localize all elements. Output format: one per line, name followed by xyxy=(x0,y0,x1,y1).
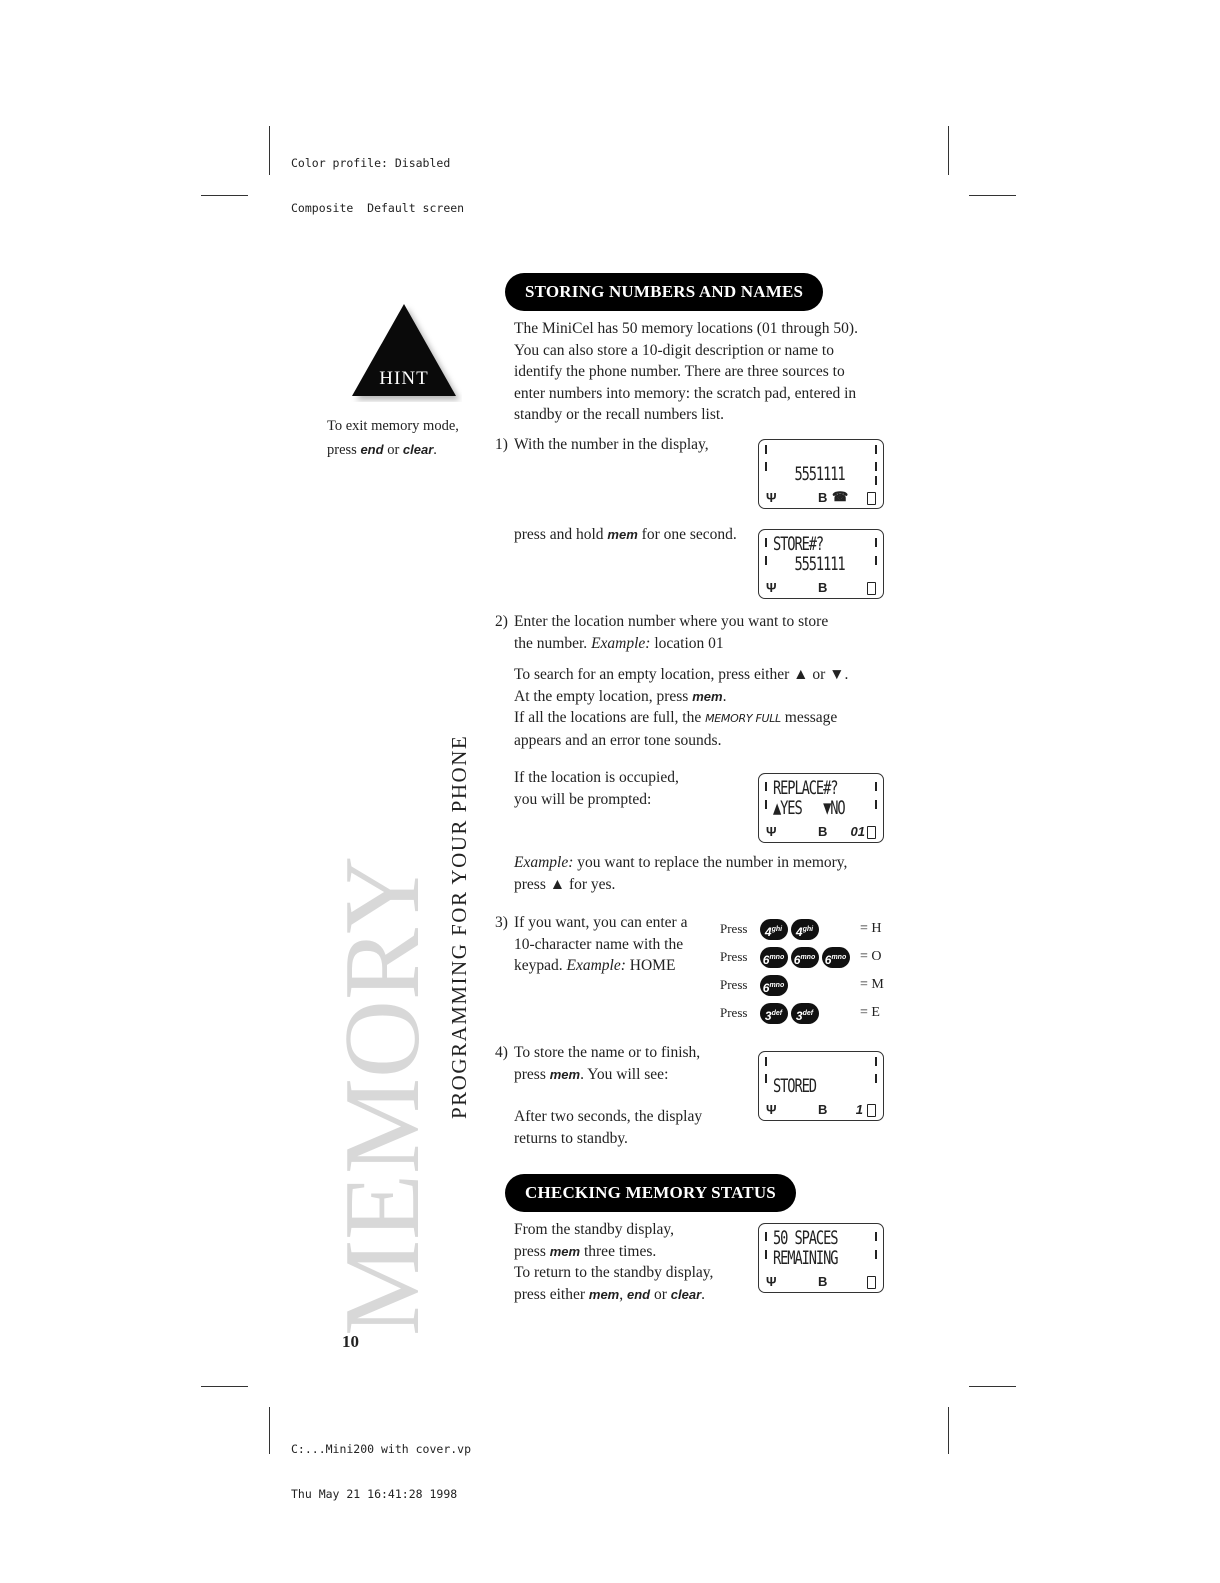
checking-line-1: From the standby display, xyxy=(514,1221,675,1238)
checking-fragment: or xyxy=(650,1285,671,1303)
mem-key-label: mem xyxy=(607,527,638,542)
crop-mark xyxy=(269,126,270,175)
battery-icon xyxy=(867,582,876,595)
lcd-line-2: 5551111 xyxy=(773,463,845,485)
crop-mark xyxy=(948,1407,949,1454)
step-4-after-line-2: returns to standby. xyxy=(514,1129,628,1147)
footer-line-1: C:...Mini200 with cover.vp xyxy=(291,1442,472,1456)
example-label: Example: xyxy=(566,957,626,974)
full-fragment: If all the locations are full, the xyxy=(514,709,706,726)
hint-line-2 xyxy=(327,438,459,462)
lcd-display-spaces xyxy=(758,1223,884,1293)
lcd-display-replace xyxy=(758,773,884,843)
memory-full-line xyxy=(514,707,914,730)
crop-mark xyxy=(969,195,1016,196)
replace-line-1 xyxy=(514,852,914,874)
memory-full-line-2: appears and an error tone sounds. xyxy=(514,731,722,749)
intro-line: standby or the recall numbers list. xyxy=(514,406,725,423)
step-4-line-1: To store the name or to finish, xyxy=(514,1044,701,1061)
press-label: Press xyxy=(720,1005,748,1020)
key-letters: mno xyxy=(769,982,785,990)
step-1b-fragment: press and hold xyxy=(514,526,608,543)
search-fragment: At the empty location, press xyxy=(514,687,693,705)
footer-info xyxy=(291,1412,471,1517)
lcd-location: 01 xyxy=(850,824,865,839)
search-fragment: . xyxy=(722,687,727,705)
crop-mark xyxy=(201,195,248,196)
crop-mark xyxy=(269,1407,270,1454)
hint-triangle xyxy=(346,302,462,402)
step-4-after xyxy=(514,1106,702,1149)
phone-icon: ☎ xyxy=(832,489,849,504)
key-letters: ghi xyxy=(802,926,814,934)
keypad-row-m xyxy=(720,972,890,998)
checking-text xyxy=(514,1219,713,1305)
mem-key-label: mem xyxy=(588,1286,620,1302)
key-letters: mno xyxy=(800,954,816,962)
step-4-number: 4) xyxy=(495,1044,508,1061)
lcd-display-store xyxy=(758,529,884,599)
lcd-line-2: REMAINING xyxy=(773,1247,838,1269)
section-title-storing: STORING NUMBERS AND NAMES xyxy=(505,273,823,311)
lcd-line-1: 50 SPACES xyxy=(773,1227,838,1249)
mem-key-label: mem xyxy=(692,688,723,704)
hint-text-fragment: or xyxy=(383,442,403,458)
lcd-line-2: STORED xyxy=(773,1075,816,1097)
signal-antenna-icon: Ψ xyxy=(766,824,777,839)
keypad-row-o xyxy=(720,944,890,970)
key-letters: def xyxy=(802,1010,814,1018)
signal-antenna-icon: Ψ xyxy=(766,580,777,595)
key-letters: def xyxy=(771,1010,783,1018)
key-digit: 4 xyxy=(795,925,803,940)
checking-fragment: press xyxy=(514,1242,550,1260)
step-3-fragment: HOME xyxy=(625,957,676,974)
step-1-number: 1) xyxy=(495,436,508,453)
crop-mark xyxy=(969,1386,1016,1387)
lcd-bank-indicator: B xyxy=(818,490,828,505)
occupied-line-1: If the location is occupied, xyxy=(514,769,679,786)
lcd-line-2: 5551111 xyxy=(773,553,845,575)
signal-antenna-icon: Ψ xyxy=(766,490,777,505)
step-2-fragment: location 01 xyxy=(650,634,724,652)
clear-key-label: clear xyxy=(670,1286,702,1302)
key-6-icon xyxy=(760,947,788,968)
step-3-text xyxy=(514,912,687,977)
footer-line-2: Thu May 21 16:41:28 1998 xyxy=(291,1487,458,1501)
lcd-line-1: STORE#? xyxy=(773,533,824,555)
key-4-icon xyxy=(760,919,788,940)
example-label: Example: xyxy=(514,854,574,871)
example-label: Example: xyxy=(591,634,651,652)
key-digit: 4 xyxy=(764,925,772,940)
page-number: 10 xyxy=(342,1332,359,1351)
key-digit: 6 xyxy=(824,953,832,968)
mem-key-label: mem xyxy=(549,1243,581,1259)
battery-icon xyxy=(867,1276,876,1289)
keypad-row-e xyxy=(720,1000,890,1026)
checking-fragment: . xyxy=(701,1285,706,1303)
step-3-line-3 xyxy=(514,955,687,977)
step-3-line-1: If you want, you can enter a xyxy=(514,914,688,931)
lcd-display-number xyxy=(758,439,884,509)
signal-antenna-icon: Ψ xyxy=(766,1102,777,1117)
key-letters: mno xyxy=(831,954,847,962)
intro-line: You can also store a 10-digit description or name to xyxy=(514,341,834,359)
checking-line-4 xyxy=(514,1284,713,1306)
lcd-line-1: REPLACE#? xyxy=(773,777,838,799)
signal-antenna-icon: Ψ xyxy=(766,1274,777,1289)
step-4-fragment: press xyxy=(514,1065,550,1083)
checking-line-3: To return to the standby display, xyxy=(514,1264,714,1281)
crop-mark xyxy=(948,126,949,175)
keypad-result: = E xyxy=(860,1005,880,1020)
intro-paragraph xyxy=(514,318,894,426)
end-key-label: end xyxy=(360,442,384,457)
step-4-fragment: . You will see: xyxy=(580,1065,669,1083)
step-4-text xyxy=(514,1042,700,1085)
replace-line-2: press ▲ for yes. xyxy=(514,875,616,893)
header-line-1: Color profile: Disabled xyxy=(291,156,451,170)
full-fragment: message xyxy=(780,709,838,726)
key-digit: 6 xyxy=(762,981,770,996)
key-4-icon xyxy=(791,919,819,940)
intro-line: identify the phone number. There are three sources to xyxy=(514,363,845,380)
end-key-label: end xyxy=(627,1286,651,1302)
checking-fragment: press either xyxy=(514,1285,589,1303)
press-label: Press xyxy=(720,977,748,992)
key-digit: 6 xyxy=(762,953,770,968)
step-2-line-2 xyxy=(514,633,894,655)
lcd-bank-indicator: B xyxy=(818,1274,828,1289)
key-6-icon xyxy=(822,947,850,968)
key-3-icon xyxy=(760,1003,788,1024)
section-vertical-title: PROGRAMMING FOR YOUR PHONE xyxy=(447,734,471,1119)
crop-mark xyxy=(201,1386,248,1387)
step-4-after-line-1: After two seconds, the display xyxy=(514,1108,703,1125)
hint-label: HINT xyxy=(379,368,429,389)
header-info xyxy=(291,126,464,231)
lcd-line-2: ▲YES ▼NO xyxy=(773,797,845,819)
hint-text xyxy=(327,414,459,462)
key-digit: 6 xyxy=(793,953,801,968)
clear-key-label: clear xyxy=(402,442,434,457)
battery-icon xyxy=(867,826,876,839)
intro-line: enter numbers into memory: the scratch pad, entered in xyxy=(514,384,857,402)
key-digit: 3 xyxy=(764,1009,772,1024)
hint-text-fragment: press xyxy=(327,442,361,458)
search-line-1: To search for an empty location, press either ▲ or ▼. xyxy=(514,666,849,683)
lcd-location: 1 xyxy=(855,1102,863,1117)
keypad-result: = O xyxy=(860,949,882,964)
replace-example xyxy=(514,852,914,895)
hint-line-1: To exit memory mode, xyxy=(327,418,459,434)
lcd-display-stored xyxy=(758,1051,884,1121)
occupied-line-2: you will be prompted: xyxy=(514,790,652,808)
step-3-line-2: 10-character name with the xyxy=(514,935,684,953)
key-letters: mno xyxy=(769,954,785,962)
key-6-icon xyxy=(791,947,819,968)
keypad-result: = H xyxy=(860,921,882,936)
search-line-2 xyxy=(514,686,914,708)
step-2-line-1: Enter the location number where you want to store xyxy=(514,613,829,630)
replace-fragment: you want to replace the number in memory, xyxy=(573,854,848,871)
step-2-fragment: the number. xyxy=(514,634,592,652)
checking-fragment: three times. xyxy=(580,1242,657,1260)
hint-text-fragment: . xyxy=(433,442,437,458)
step-1b-text xyxy=(514,524,737,546)
step-3-fragment: keypad. xyxy=(514,957,567,974)
keypad-row-h xyxy=(720,916,890,942)
search-instructions xyxy=(514,664,914,751)
press-label: Press xyxy=(720,949,748,964)
step-1-text: With the number in the display, xyxy=(514,436,709,453)
press-label: Press xyxy=(720,921,748,936)
checking-line-2 xyxy=(514,1241,713,1263)
step-2-number: 2) xyxy=(495,613,508,630)
step-2-text xyxy=(514,611,894,654)
section-title-checking: CHECKING MEMORY STATUS xyxy=(505,1174,796,1212)
step-1b-fragment: for one second. xyxy=(637,526,737,543)
lcd-bank-indicator: B xyxy=(818,824,828,839)
intro-line: The MiniCel has 50 memory locations (01 through 50). xyxy=(514,320,858,337)
memory-big-title: MEMORY xyxy=(323,855,442,1336)
key-letters: ghi xyxy=(771,926,783,934)
key-3-icon xyxy=(791,1003,819,1024)
memory-full-message: MEMORY FULL xyxy=(705,712,781,725)
mem-key-label: mem xyxy=(549,1066,581,1082)
key-6-icon xyxy=(760,975,788,996)
battery-icon xyxy=(867,1104,876,1117)
step-4-line-2 xyxy=(514,1064,700,1086)
occupied-text xyxy=(514,767,679,810)
header-line-2: Composite Default screen xyxy=(291,201,465,215)
lcd-bank-indicator: B xyxy=(818,1102,828,1117)
keypad-result: = M xyxy=(860,977,884,992)
key-digit: 3 xyxy=(795,1009,803,1024)
step-3-number: 3) xyxy=(495,914,508,931)
battery-icon xyxy=(867,492,876,505)
checking-fragment: , xyxy=(619,1285,627,1303)
lcd-bank-indicator: B xyxy=(818,580,828,595)
